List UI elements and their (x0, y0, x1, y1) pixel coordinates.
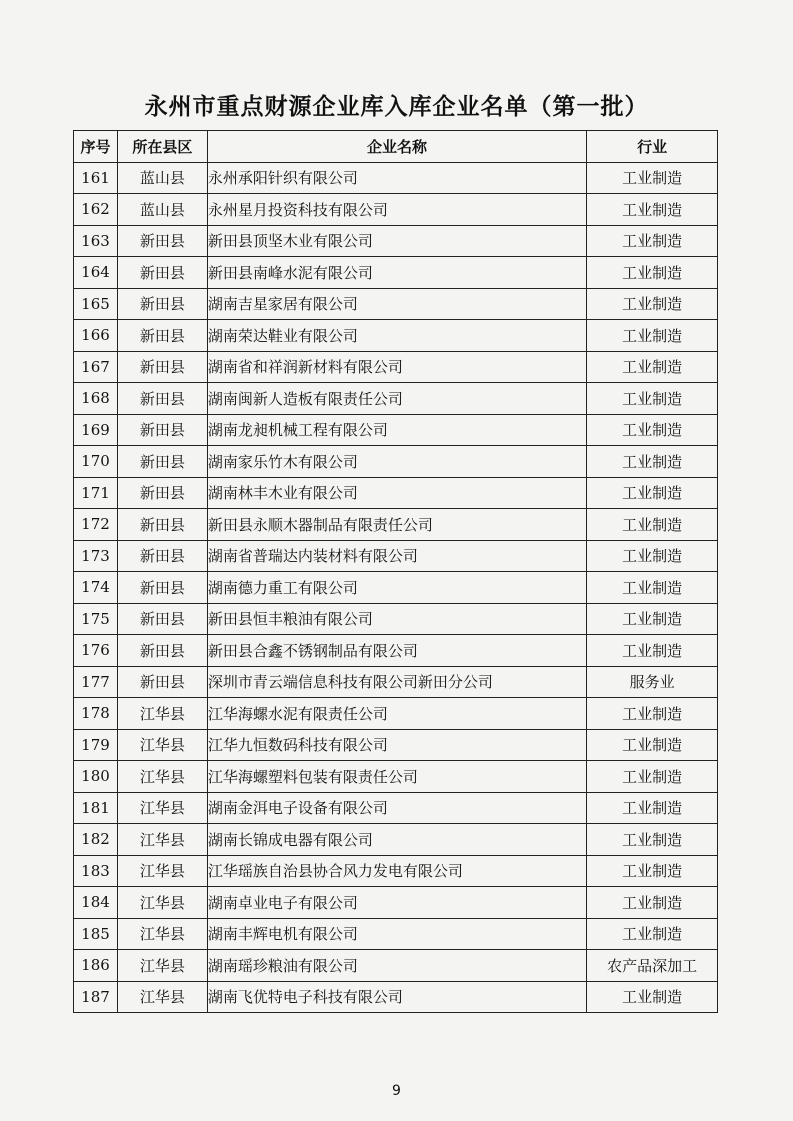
cell-county: 江华县 (117, 698, 207, 730)
cell-seq: 186 (74, 950, 118, 982)
cell-county: 新田县 (117, 320, 207, 352)
cell-company-name: 新田县合鑫不锈钢制品有限公司 (207, 635, 586, 667)
cell-industry: 工业制造 (587, 824, 718, 856)
cell-seq: 171 (74, 477, 118, 509)
cell-seq: 161 (74, 162, 118, 194)
cell-industry: 工业制造 (587, 383, 718, 415)
cell-seq: 163 (74, 225, 118, 257)
table-row (74, 824, 718, 856)
page-number: 9 (392, 1083, 401, 1099)
cell-county: 江华县 (117, 950, 207, 982)
table-row (74, 320, 718, 352)
cell-industry: 工业制造 (587, 194, 718, 226)
cell-county: 新田县 (117, 540, 207, 572)
header-seq: 序号 (74, 131, 118, 163)
cell-company-name: 江华瑶族自治县协合风力发电有限公司 (207, 855, 586, 887)
cell-company-name: 新田县顶坚木业有限公司 (207, 225, 586, 257)
cell-seq: 173 (74, 540, 118, 572)
cell-company-name: 江华海螺塑料包装有限责任公司 (207, 761, 586, 793)
table-row (74, 288, 718, 320)
cell-seq: 162 (74, 194, 118, 226)
cell-seq: 176 (74, 635, 118, 667)
cell-seq: 177 (74, 666, 118, 698)
cell-county: 江华县 (117, 855, 207, 887)
cell-company-name: 湖南卓业电子有限公司 (207, 887, 586, 919)
table-row (74, 792, 718, 824)
cell-county: 新田县 (117, 383, 207, 415)
cell-company-name: 湖南长锦成电器有限公司 (207, 824, 586, 856)
cell-county: 江华县 (117, 887, 207, 919)
cell-industry: 工业制造 (587, 509, 718, 541)
cell-company-name: 湖南林丰木业有限公司 (207, 477, 586, 509)
header-county: 所在县区 (117, 131, 207, 163)
cell-company-name: 湖南金洱电子设备有限公司 (207, 792, 586, 824)
cell-county: 新田县 (117, 414, 207, 446)
cell-seq: 168 (74, 383, 118, 415)
cell-county: 江华县 (117, 761, 207, 793)
cell-county: 新田县 (117, 572, 207, 604)
cell-industry: 工业制造 (587, 855, 718, 887)
table-row (74, 477, 718, 509)
cell-industry: 工业制造 (587, 351, 718, 383)
cell-company-name: 湖南飞优特电子科技有限公司 (207, 981, 586, 1013)
cell-county: 江华县 (117, 824, 207, 856)
cell-industry: 工业制造 (587, 540, 718, 572)
cell-industry: 工业制造 (587, 698, 718, 730)
cell-county: 新田县 (117, 257, 207, 289)
cell-county: 新田县 (117, 509, 207, 541)
cell-county: 蓝山县 (117, 194, 207, 226)
cell-county: 新田县 (117, 446, 207, 478)
cell-company-name: 江华九恒数码科技有限公司 (207, 729, 586, 761)
cell-company-name: 湖南吉星家居有限公司 (207, 288, 586, 320)
cell-seq: 180 (74, 761, 118, 793)
table-row (74, 666, 718, 698)
cell-seq: 170 (74, 446, 118, 478)
table-row (74, 383, 718, 415)
cell-seq: 184 (74, 887, 118, 919)
cell-county: 新田县 (117, 666, 207, 698)
cell-company-name: 深圳市青云端信息科技有限公司新田分公司 (207, 666, 586, 698)
cell-county: 江华县 (117, 918, 207, 950)
cell-county: 江华县 (117, 981, 207, 1013)
table-body (74, 162, 718, 1013)
table-row (74, 950, 718, 982)
table-row (74, 855, 718, 887)
table-row (74, 351, 718, 383)
cell-company-name: 新田县南峰水泥有限公司 (207, 257, 586, 289)
header-industry: 行业 (587, 131, 718, 163)
cell-company-name: 湖南荣达鞋业有限公司 (207, 320, 586, 352)
page-title: 永州市重点财源企业库入库企业名单（第一批） (144, 94, 649, 120)
cell-industry: 农产品深加工 (587, 950, 718, 982)
cell-seq: 172 (74, 509, 118, 541)
cell-industry: 工业制造 (587, 887, 718, 919)
table-header-row (74, 131, 718, 163)
cell-industry: 工业制造 (587, 635, 718, 667)
cell-seq: 182 (74, 824, 118, 856)
cell-industry: 工业制造 (587, 572, 718, 604)
cell-company-name: 永州承阳针织有限公司 (207, 162, 586, 194)
table-row (74, 887, 718, 919)
table-row (74, 509, 718, 541)
cell-industry: 工业制造 (587, 729, 718, 761)
cell-seq: 179 (74, 729, 118, 761)
table-row (74, 414, 718, 446)
cell-seq: 166 (74, 320, 118, 352)
cell-company-name: 湖南德力重工有限公司 (207, 572, 586, 604)
cell-industry: 工业制造 (587, 162, 718, 194)
table-row (74, 981, 718, 1013)
cell-seq: 185 (74, 918, 118, 950)
cell-company-name: 江华海螺水泥有限责任公司 (207, 698, 586, 730)
cell-company-name: 湖南瑶珍粮油有限公司 (207, 950, 586, 982)
cell-company-name: 新田县永顺木器制品有限责任公司 (207, 509, 586, 541)
enterprise-table (73, 130, 718, 1013)
cell-company-name: 永州星月投资科技有限公司 (207, 194, 586, 226)
cell-seq: 167 (74, 351, 118, 383)
cell-seq: 183 (74, 855, 118, 887)
cell-industry: 工业制造 (587, 792, 718, 824)
table-row (74, 446, 718, 478)
table-row (74, 194, 718, 226)
cell-seq: 174 (74, 572, 118, 604)
cell-company-name: 湖南龙昶机械工程有限公司 (207, 414, 586, 446)
table-row (74, 761, 718, 793)
table-row (74, 698, 718, 730)
cell-company-name: 湖南丰辉电机有限公司 (207, 918, 586, 950)
table-row (74, 729, 718, 761)
cell-industry: 工业制造 (587, 981, 718, 1013)
cell-county: 新田县 (117, 477, 207, 509)
cell-county: 江华县 (117, 729, 207, 761)
cell-company-name: 新田县恒丰粮油有限公司 (207, 603, 586, 635)
table-row (74, 918, 718, 950)
cell-industry: 工业制造 (587, 257, 718, 289)
cell-seq: 181 (74, 792, 118, 824)
cell-county: 新田县 (117, 603, 207, 635)
cell-company-name: 湖南省普瑞达内装材料有限公司 (207, 540, 586, 572)
cell-industry: 工业制造 (587, 761, 718, 793)
cell-company-name: 湖南省和祥润新材料有限公司 (207, 351, 586, 383)
header-company-name: 企业名称 (207, 131, 586, 163)
table-row (74, 603, 718, 635)
cell-industry: 工业制造 (587, 477, 718, 509)
table-row (74, 540, 718, 572)
cell-company-name: 湖南家乐竹木有限公司 (207, 446, 586, 478)
cell-industry: 工业制造 (587, 414, 718, 446)
cell-county: 新田县 (117, 635, 207, 667)
cell-industry: 工业制造 (587, 288, 718, 320)
table-row (74, 572, 718, 604)
table-row (74, 257, 718, 289)
cell-county: 新田县 (117, 351, 207, 383)
cell-industry: 工业制造 (587, 603, 718, 635)
cell-county: 蓝山县 (117, 162, 207, 194)
cell-seq: 175 (74, 603, 118, 635)
cell-county: 江华县 (117, 792, 207, 824)
cell-county: 新田县 (117, 288, 207, 320)
cell-seq: 169 (74, 414, 118, 446)
table-row (74, 162, 718, 194)
cell-industry: 工业制造 (587, 446, 718, 478)
cell-seq: 164 (74, 257, 118, 289)
cell-industry: 工业制造 (587, 918, 718, 950)
table-row (74, 635, 718, 667)
cell-industry: 工业制造 (587, 225, 718, 257)
cell-seq: 187 (74, 981, 118, 1013)
table-row (74, 225, 718, 257)
cell-industry: 服务业 (587, 666, 718, 698)
cell-seq: 178 (74, 698, 118, 730)
cell-company-name: 湖南闽新人造板有限责任公司 (207, 383, 586, 415)
cell-seq: 165 (74, 288, 118, 320)
cell-county: 新田县 (117, 225, 207, 257)
cell-industry: 工业制造 (587, 320, 718, 352)
